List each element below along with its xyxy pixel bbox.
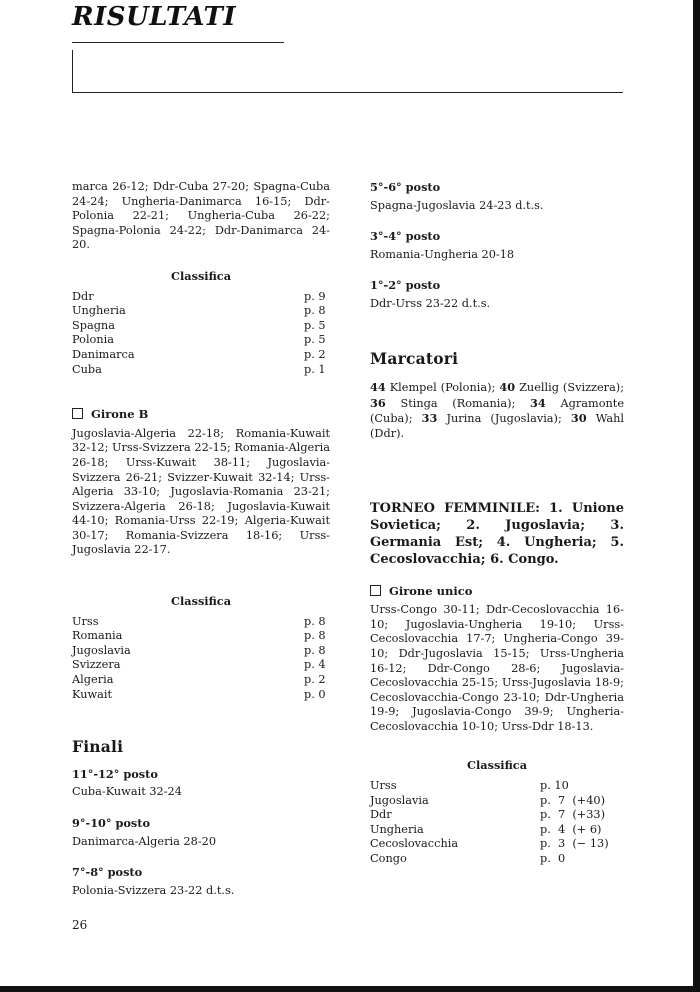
marcatore-goals: 40 [499, 380, 516, 395]
header-rule [72, 42, 284, 43]
team-name: Spagna [72, 318, 115, 332]
girone-unico-heading [370, 584, 624, 599]
team-name: Ungheria [370, 822, 424, 836]
team-name: Urss [72, 614, 99, 628]
team-name: Jugoslavia [370, 793, 429, 807]
team-name: Svizzera [72, 658, 121, 672]
team-name: Algeria [72, 673, 114, 687]
left-column [72, 180, 330, 898]
marcatore-goals: 30 [570, 411, 587, 426]
table-row [370, 794, 624, 809]
table-row [370, 823, 624, 838]
team-points: p. 2 [304, 347, 326, 361]
team-name: Urss [370, 779, 397, 793]
finali-11-12-result: Cuba-Kuwait 32-24 [72, 785, 182, 799]
team-points: p. 4 (+ 6) [540, 822, 602, 836]
marcatore-name: Agramonte (Cuba) [370, 396, 625, 426]
girone-unico-results: Urss-Congo 30-11; Ddr-Cecoslovacchia 16-10; Jugoslavia-Ungheria 19-10; Urss-Cecoslovacchia 17-7; Ungheria-Congo 39-10; Ddr-Jugoslavia 15-15; Urss-Ungheria 16-12; Ddr-Congo 28-6; Jugoslavia-Cecoslovacchia 25-15; Urss-Jugoslavia 18-9; Cecoslovacchia-Congo 23-10; Ddr-Ungheria 19-9; Jugoslavia-Congo 39-9; Ungheria-Cecoslovacchia 10-10; Urss-Ddr 18-13. [370, 603, 624, 733]
team-name: Danimarca [72, 347, 135, 361]
team-points: p. 8 [304, 304, 326, 318]
marcatore-name: Zuellig (Svizzera) [519, 381, 621, 395]
right-column [370, 180, 624, 867]
marcatore-name: Jurina (Jugoslavia) [446, 412, 558, 426]
team-name: Romania [72, 629, 123, 643]
girone-b-results: Jugoslavia-Algeria 22-18; Romania-Kuwait 32-12; Urss-Svizzera 22-15; Romania-Algeria 26-18; Urss-Kuwait 38-11; Jugoslavia-Svizzera 26-21; Svizzer-Kuwait 32-14; Urss-Algeria 33-10; Jugoslavia-Romania 23-21; Svizzera-Algeria 26-18; Jugoslavia-Kuwait 44-10; Romania-Urss 22-19; Algeria-Kuwait 30-17; Romania-Svizzera 18-16; Urss-Jugoslavia 22-17. [72, 426, 330, 557]
page-edge-bottom [0, 986, 700, 992]
finali-9-10-result: Danimarca-Algeria 28-20 [72, 834, 217, 848]
marcatori-list: 44 Klempel (Polonia); 40 Zuellig (Svizzera); 36 Stinga (Romania); 34 Agramonte (Cuba); 33 Jurina (Jugoslavia); 30 Wahl (Ddr). [370, 380, 625, 440]
finali-11-12-heading: 11°-12° posto [72, 766, 158, 781]
classifica-a-table [72, 290, 330, 378]
team-name: Ungheria [72, 304, 126, 318]
table-row [72, 333, 330, 348]
finali-7-8-result: Polonia-Svizzera 23-22 d.t.s. [72, 883, 235, 897]
team-points: p. 5 [304, 318, 326, 332]
section-header-title: RISULTATI [72, 2, 237, 32]
marcatore-goals: 33 [421, 411, 438, 426]
marcatore-name: Klempel (Polonia) [389, 381, 492, 395]
marcatori-title: Marcatori [370, 348, 459, 368]
team-points: p. 7 (+40) [540, 793, 606, 807]
team-points: p. 7 (+33) [540, 808, 606, 822]
marcatore-name: Wahl (Ddr) [370, 412, 625, 440]
posto-1-2-heading: 1°-2° posto [370, 278, 441, 293]
posto-1-2-result: Ddr-Urss 23-22 d.t.s. [370, 296, 491, 310]
checkbox-square-icon [370, 585, 381, 596]
table-row [72, 658, 330, 673]
team-points: p. 8 [304, 643, 326, 657]
team-points: p. 8 [304, 614, 326, 628]
team-name: Polonia [72, 333, 114, 347]
classifica-b-title: Classifica [170, 594, 232, 609]
table-row [72, 615, 330, 630]
classifica-f-table [370, 779, 624, 867]
checkbox-square-icon [72, 408, 83, 419]
page-number: 26 [72, 918, 88, 932]
marcatore-goals: 44 [370, 380, 386, 395]
girone-b-heading [72, 407, 330, 422]
team-points: p. 0 [304, 687, 326, 701]
team-name: Kuwait [72, 687, 113, 701]
torneo-femminile-summary: TORNEO FEMMINILE: 1. Unione Sovietica; 2. Jugoslavia; 3. Germania Est; 4. Ungheria; 5. Cecoslovacchia; 6. Congo. [370, 500, 624, 567]
page-edge-right [693, 0, 700, 992]
table-row [72, 363, 330, 378]
finali-9-10-heading: 9°-10° posto [72, 816, 151, 830]
finali-7-8-heading: 7°-8° posto [72, 865, 143, 880]
girone-a-results-continued: marca 26-12; Ddr-Cuba 27-20; Spagna-Cuba 24-24; Ungheria-Danimarca 16-15; Ddr-Polonia 22-21; Ungheria-Cuba 26-22; Spagna-Polonia 24-22; Ddr-Danimarca 24-20. [72, 180, 330, 252]
posto-3-4-heading: 3°-4° posto [370, 229, 441, 244]
table-row [72, 319, 330, 334]
header-box [72, 50, 623, 93]
table-row [72, 629, 330, 644]
posto-5-6-result: Spagna-Jugoslavia 24-23 d.t.s. [370, 198, 544, 212]
team-points: p. 5 [304, 333, 326, 347]
team-name: Jugoslavia [72, 643, 131, 657]
posto-3-4-result: Romania-Ungheria 20-18 [370, 247, 515, 261]
marcatore-name: Stinga (Romania) [400, 396, 512, 410]
marcatore-goals: 34 [530, 395, 546, 410]
team-points: p. 3 (− 13) [540, 837, 609, 851]
classifica-b-table [72, 615, 330, 703]
finali-title: Finali [72, 737, 124, 757]
table-row [72, 688, 330, 703]
team-points: p. 1 [304, 362, 326, 376]
table-row [370, 837, 624, 852]
team-name: Ddr [72, 289, 94, 303]
team-name: Ddr [370, 808, 392, 822]
girone-b-title: Girone B [91, 407, 149, 422]
team-points: p. 4 [304, 658, 326, 672]
table-row [370, 779, 624, 794]
team-points: p. 8 [304, 629, 326, 643]
team-points: p. 2 [304, 673, 326, 687]
team-points: p. 9 [304, 289, 326, 303]
team-name: Cecoslovacchia [370, 837, 459, 851]
table-row [72, 290, 330, 305]
team-name: Cuba [72, 362, 102, 376]
table-row [72, 348, 330, 363]
table-row [370, 808, 624, 823]
table-row [72, 644, 330, 659]
team-points: p. 10 [540, 779, 569, 793]
team-points: p. 0 [540, 852, 566, 866]
girone-unico-title: Girone unico [389, 583, 473, 598]
team-name: Congo [370, 852, 407, 866]
marcatore-goals: 36 [370, 395, 386, 410]
table-row [72, 304, 330, 319]
classifica-f-title: Classifica [466, 758, 528, 773]
classifica-a-title: Classifica [170, 268, 232, 283]
table-row [370, 852, 624, 867]
posto-5-6-heading: 5°-6° posto [370, 180, 441, 194]
table-row [72, 673, 330, 688]
